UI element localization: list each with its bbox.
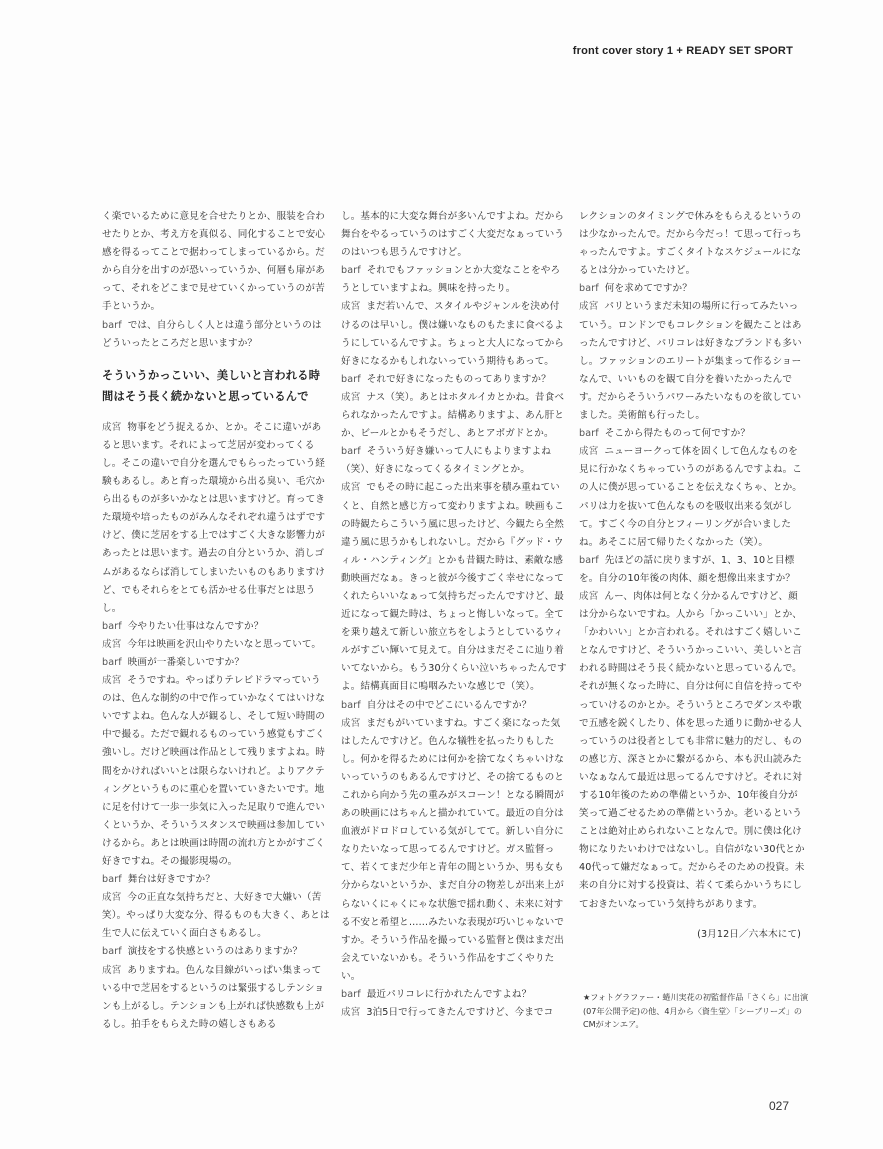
speaker-label: 成宮 [579,590,599,602]
dialogue-text: でもその時に起こった出来事を積み重ねていくと、自然と感じ方って変わりますよね。映画もこの時観たらこういう風に思ったけど、今観たら全然違う風に思うかもしれないし。だから『グッド・ウィル・ハンティング』とかも昔観た時は、素敵な感動映画だなぁ。きっと彼が今後すごく幸せになってくれたらいいなぁって気持ちだったんですけど、最近になって観た時は、ちょっと悔しいなって。全てを乗り越えて新しい旅立ちをしようとしているウィルがすごい輝いて見えて。自分はまだそこに辿り着いてないから。もう30分くらい泣いちゃったんですよ。結構真面目に嗚咽みたいな感じで（笑）。 [341,482,567,693]
speaker-label: barf [341,446,361,458]
article-column-2 [341,208,569,1022]
dialogue-text: 先ほどの話に戻りますが、1、3、10と目標を。自分の10年後の肉体、顔を想像出来ますか？ [579,554,795,584]
speaker-label: 成宮 [579,301,599,313]
dialogue-text: パリというまだ未知の場所に行ってみたいっていう。ロンドンでもコレクションを観たことはあったんですけど、パリコレは好きなブランドも多いし。ファッションのエリートが集まって作るショーなんで、いいものを観て自分を養いたかったんです。だからそういうパワーみたいなものを欲していました。美術館も行ったし。 [579,301,802,422]
speaker-label: 成宮 [102,964,122,976]
dialogue-paragraph [102,618,330,636]
dialogue-text: まだもがいていますね。すごく楽になった気はしたんですけど。色んな犠牲を払ったりもしたし。何かを得るためには何かを捨てなくちゃいけないっていうのもあるんですけど、その捨てるものとこれから向かう先の重みがスコーン！となる瞬間があの映画にはちゃんと描かれていて。最近の自分は血液がドロドロしている気がしてて。新しい自分になりたいなって思ってるんですけど。ガス監督って、若くてまだ少年と青年の間というか、男も女も分からないというか、まだ自分の物差しが出来上がらないくにゃくにゃな状態で揺れ動く、未来に対する不安と希望と……みたいな表現が巧いじゃないですか。そういう作品を撮っている監督と僕はまだ出会えていないかも。そういう作品をすごくやりたい。 [341,717,564,982]
dialogue-paragraph [579,588,807,914]
section-header: front cover story 1 + READY SET SPORT [572,45,793,57]
dialogue-text: そうですね。やっぱりテレビドラマっていうのは、色んな制約の中で作っていかなくてはいけないですよね。色んな人が観るし、そして短い時間の中で撮る。ただで観れるものっていう感覚もすごく強いし。だけど映画は作品として残りますよね。時間をかければいいとは限らないけれど。よりアクティングというものに重心を置いていきたいです。地に足を付けて一歩一歩気に入った足取りで進んでいくというか、そういうスタンスで映画は参加していけるから。あとは映画は時間の流れ方とかがすごく好きですね。その撮影現場の。 [102,675,325,867]
dialogue-paragraph [579,425,807,443]
speaker-label: 成宮 [102,675,122,687]
dialogue-paragraph [102,962,330,1034]
dialogue-paragraph [102,317,330,353]
speaker-label: barf [341,265,361,277]
article-column-3 [579,208,807,944]
dialogue-text: そこから得たものって何ですか？ [604,428,751,440]
speaker-label: barf [579,283,599,295]
dialogue-text: 物事をどう捉えるか、とか。そこに違いがあると思います。それによって芝居が変わってくるし。そこの違いで自分を選んでもらったっていう経験もあるし。あと育った環境から出る臭い、毛穴から出るものが多いかなとは思いますけど。育ってきた環境や培ったものがみんなそれぞれ違うはずですけど、僕に芝居をする上ではすごく大きな影響力があったとは思います。過去の自分というか、消しゴムがあるならば消してしまいたいものもありますけど、でもそれらをとても活かせる仕事だとは思うし。 [102,421,326,614]
speaker-label: barf [102,874,122,886]
dialogue-paragraph [341,443,569,479]
article-column-1 [102,208,330,1034]
speaker-label: barf [579,428,599,440]
dialogue-paragraph [341,1004,569,1022]
dialogue-paragraph [341,697,569,715]
dialogue-text: そういう好き嫌いって人にもよりますよね（笑）、好きになってくるタイミングとか。 [341,446,551,476]
dialogue-text: 3泊5日で行ってきたんですけど、今までコ [366,1007,554,1019]
dialogue-text: 今の正直な気持ちだと、大好きで大嫌い（苦笑）。やっぱり大変な分、得るものも大きく、あとは生で人に伝えていく面白さもあるし。 [102,892,330,940]
speaker-label: barf [102,319,122,331]
speaker-label: barf [102,620,122,632]
dialogue-paragraph [341,715,569,986]
dialogue-text: 今やりたい仕事はなんですか？ [127,620,264,632]
speaker-label: 成宮 [102,421,122,433]
dialogue-text: ニューヨークって体を固くして色んなものを見に行かなくちゃっていうのがあるんですよね。この人に僕が思っていることを伝えなくちゃ、とか。パリは力を抜いて色んなものを吸収出来る気がして。すごく今の自分とフィーリングが合いましたね。あそこに居て帰りたくなかった（笑）。 [579,446,802,548]
speaker-label: barf [341,989,361,1001]
interview-date: (3月12日／六本木にて) [697,928,801,940]
spacer [579,914,807,926]
speaker-label: barf [341,373,361,385]
speaker-label: barf [102,656,122,668]
dialogue-paragraph [102,943,330,961]
speaker-label: 成宮 [341,717,361,729]
dialogue-text: 映画が一番楽しいですか？ [127,656,245,668]
dialogue-text: それでもファッションとか大変なことをやろうとしていますよね。興味を持ったり。 [341,265,561,295]
dialogue-paragraph [341,479,569,696]
dialogue-text: んー、肉体は何となく分かるんですけど、顔は分からないですね。人から「かっこいい」とか、「かわいい」とか言われる。それはすごく嬉しいことなんですけど、そういうかっこいい、美しいと言われる時間はそう長く続かないと思っているんで。それが無くなった時に、自分は何に自信を持ってやっていけるのかとか。そういうところでダンスや歌で五感を鋭くしたり、体を思った通りに動かせる人っていうのは役者としても非常に魅力的だし、ものの感じ方、深さとかに繋がるから、本も沢山読みたいなぁなんて最近は思ってるんですけど。それに対する10年後のための準備というか、10年後自分が笑って過ごせるための準備というか。老いるということは絶対止められないことなんで。別に僕は化け物になりたいわけではないし。自信がない30代とか40代って嫌だなぁって。だからそのための投資。未来の自分に対する投資は、若くて柔らかいうちにしておきたいなっていう気持ちがあります。 [579,590,805,910]
dialogue-paragraph [341,986,569,1004]
spacer [102,407,330,419]
speaker-label: 成宮 [341,1007,361,1019]
dialogue-paragraph [579,280,807,298]
dialogue-paragraph [102,672,330,871]
dialogue-text: 今年は映画を沢山やりたいなと思っていて。 [127,638,322,650]
speaker-label: 成宮 [579,446,599,458]
pull-quote-heading: そういうかっこいい、美しいと言われる時間はそう長く続かないと思っているんで [102,368,321,403]
dialogue-paragraph [102,419,330,618]
dialogue-text: それで好きになったものってありますか？ [366,373,551,385]
dialogue-text: ナス（笑）。あとはホタルイカとかね。昔食べられなかったんですよ。結構ありますよ、あん肝とか、ビールとかもそうだし、あとアボガドとか。 [341,391,565,440]
photo-caption: ★フォトグラファー・蜷川実花の初監督作品「さくら」に出演(07年公開予定)の他、4月から〈資生堂〉「シーブリーズ」のCMがオンエア。 [583,992,809,1029]
dialogue-paragraph [102,889,330,943]
body-paragraph: し。基本的に大変な舞台が多いんですよね。だから舞台をやるっていうのはすごく大変だなぁっていうのはいつも思うんですけど。 [341,211,564,259]
dialogue-paragraph [102,871,330,889]
dialogue-text: では、自分らしく人とは違う部分というのはどういったところだと思いますか？ [102,319,322,349]
dialogue-text: 演技をする快感というのはありますか？ [127,946,303,958]
speaker-label: 成宮 [102,892,122,904]
dialogue-text: ありますね。色んな目線がいっぱい集まっている中で芝居をするというのは緊張するしテンションも上がるし。テンションも上がれば快感数も上がるし。拍手をもらえた時の嬉しさもある [102,964,325,1030]
spacer [102,353,330,365]
speaker-label: 成宮 [341,482,361,494]
dialogue-text: 最近パリコレに行かれたんですよね？ [366,989,532,1001]
dialogue-paragraph [102,654,330,672]
page-number: 027 [768,1099,789,1113]
speaker-label: 成宮 [102,638,122,650]
body-paragraph: く楽でいるために意見を合せたりとか、服装を合わせたりとか、考え方を真似る、同化することで安心感を得るってことで据わってしまっているから。だから自分を出すのが恐いっていうか、何層も扉があって、それをどこまで見せていくかっていうのが苦手というか。 [102,211,325,313]
dialogue-text: 自分はその中でどこにいるんですか？ [366,699,532,711]
dialogue-text: 舞台は好きですか？ [127,874,215,886]
body-paragraph: レクションのタイミングで休みをもらえるというのは少なかったんで。だから今だっ！て思って行っちゃったんですよ。すごくタイトなスケジュールになるとは分かっていたけど。 [579,211,802,277]
dialogue-paragraph [341,262,569,298]
dialogue-text: 何を求めてですか？ [604,283,692,295]
dialogue-paragraph [579,552,807,588]
dialogue-paragraph [579,443,807,552]
speaker-label: 成宮 [341,301,361,313]
dialogue-paragraph [341,298,569,370]
dialogue-paragraph [579,298,807,425]
dialogue-paragraph [341,389,569,443]
speaker-label: barf [102,946,122,958]
speaker-label: barf [579,554,599,566]
speaker-label: 成宮 [341,391,361,403]
dialogue-paragraph [102,636,330,654]
dialogue-text: まだ若いんで、スタイルやジャンルを決め付けるのは早いし。僕は嫌いなものもたまに食べるようにしているんですよ。ちょっと大人になってから好きになるかもしれないっていう期待もあって。 [341,301,564,367]
speaker-label: barf [341,699,361,711]
dialogue-paragraph [341,371,569,389]
